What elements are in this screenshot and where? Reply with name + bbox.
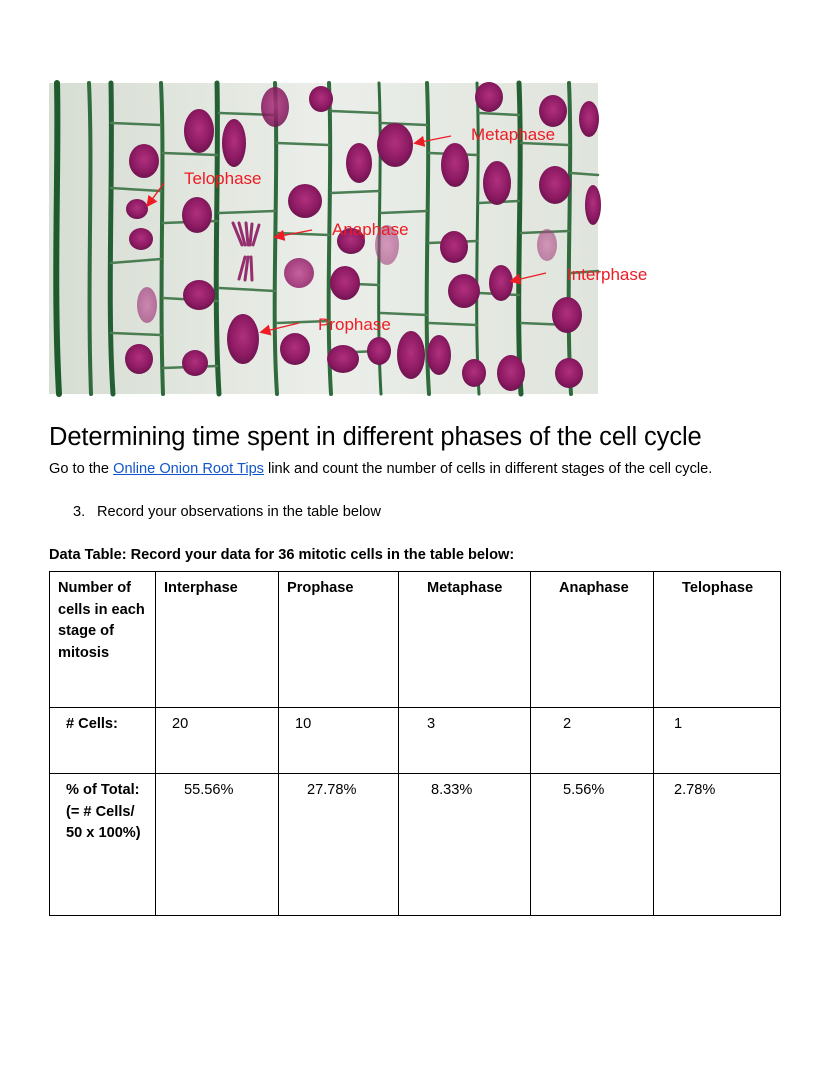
percent-anaphase[interactable]: 5.56%: [531, 774, 654, 916]
column-header-anaphase: Anaphase: [531, 572, 654, 708]
percent-metaphase[interactable]: 8.33%: [399, 774, 531, 916]
table-caption: Data Table: Record your data for 36 mitotic cells in the table below:: [49, 547, 515, 563]
cell-count-prophase[interactable]: 10: [279, 708, 399, 774]
header-label-cell: Number of cells in each stage of mitosis: [50, 572, 156, 708]
column-header-telophase: Telophase: [654, 572, 781, 708]
percent-interphase[interactable]: 55.56%: [156, 774, 279, 916]
prophase-label: Prophase: [318, 315, 391, 334]
column-header-prophase: Prophase: [279, 572, 399, 708]
step-number: 3.: [73, 504, 86, 520]
interphase-label: Interphase: [567, 265, 648, 284]
percent-prophase[interactable]: 27.78%: [279, 774, 399, 916]
anaphase-label: Anaphase: [332, 220, 409, 239]
row-label-cells: # Cells:: [50, 708, 156, 774]
table-header-row: [50, 572, 781, 708]
cell-count-metaphase[interactable]: 3: [399, 708, 531, 774]
column-header-metaphase: Metaphase: [399, 572, 531, 708]
data-table: [49, 571, 781, 916]
table-row-cell-counts: [50, 708, 781, 774]
cell-count-telophase[interactable]: 1: [654, 708, 781, 774]
telophase-label: Telophase: [184, 169, 262, 188]
intro-paragraph: [49, 459, 784, 480]
intro-text-after: link and count the number of cells in different stages of the cell cycle.: [263, 461, 713, 477]
row-label-percent-total: % of Total: (= # Cells/ 50 x 100%): [50, 774, 156, 916]
instruction-step: [73, 502, 381, 522]
metaphase-label: Metaphase: [471, 125, 556, 144]
percent-telophase[interactable]: 2.78%: [654, 774, 781, 916]
online-onion-root-tips-link[interactable]: Online Onion Root Tips: [113, 461, 264, 477]
page-title: Determining time spent in different phases of the cell cycle: [49, 423, 702, 451]
onion-root-tip-micrograph: [49, 83, 648, 394]
cell-count-interphase[interactable]: 20: [156, 708, 279, 774]
step-text: Record your observations in the table below: [97, 504, 381, 520]
cell-count-anaphase[interactable]: 2: [531, 708, 654, 774]
column-header-interphase: Interphase: [156, 572, 279, 708]
table-row-percent-total: [50, 774, 781, 916]
intro-text-before: Go to the: [49, 461, 114, 477]
